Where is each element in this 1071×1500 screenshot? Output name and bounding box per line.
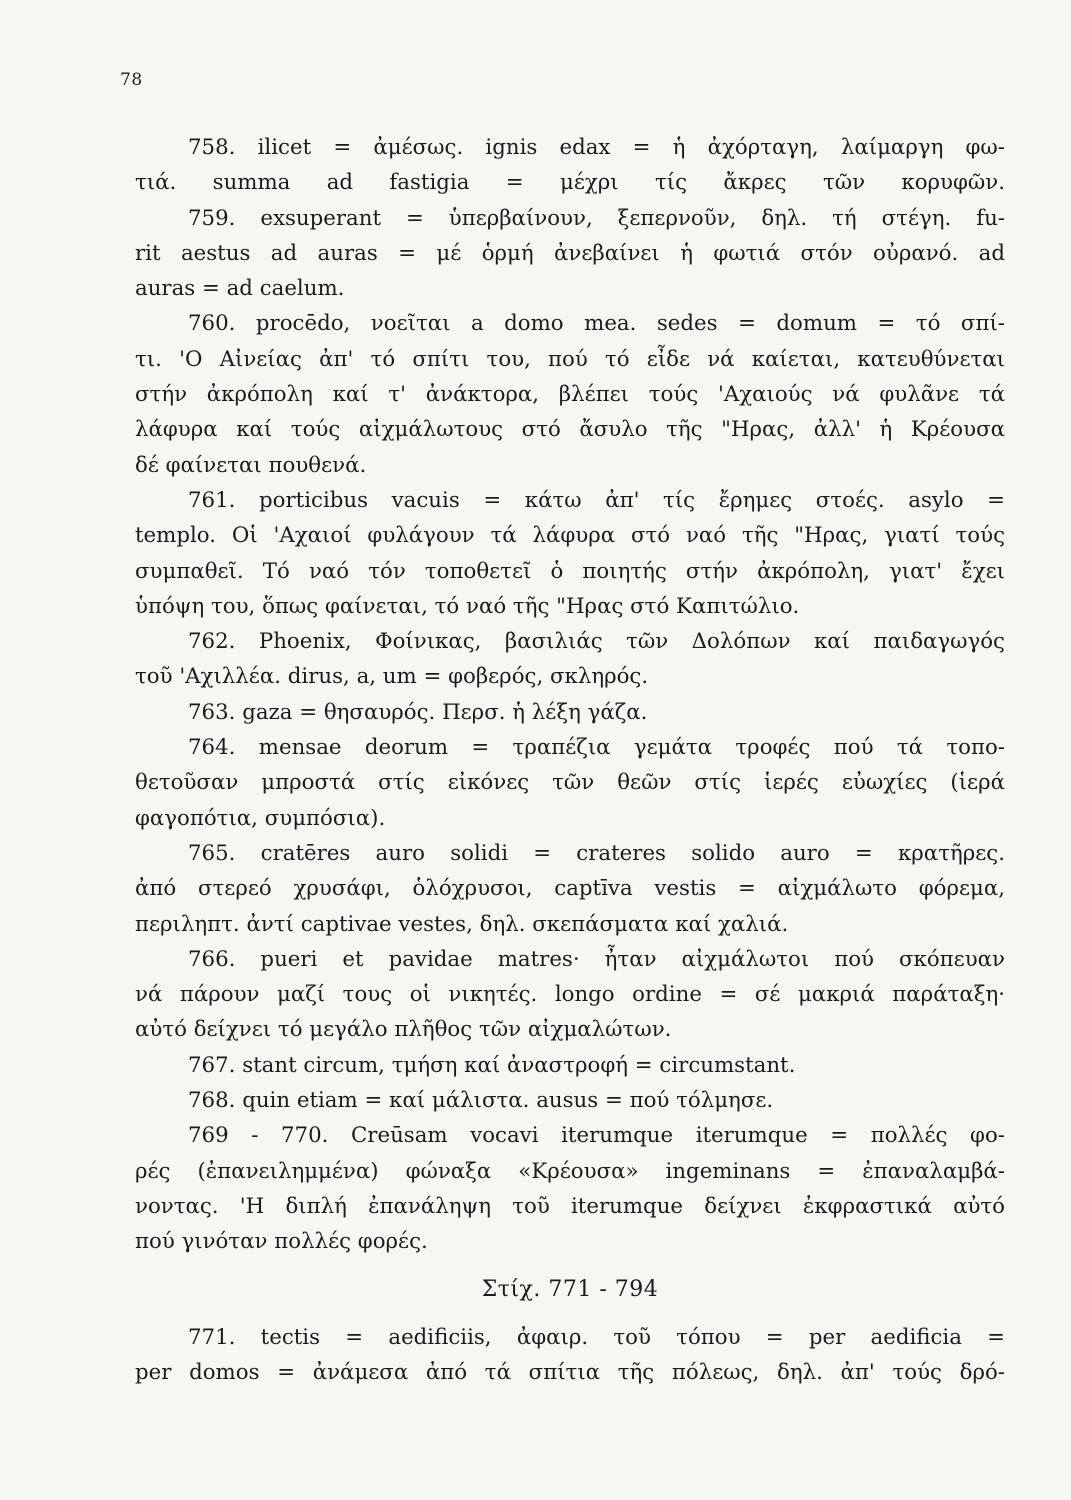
text-line: 767. stant circum, τμήση καί ἀναστροφή = circumstant. [188,1052,796,1078]
section-heading: Στίχ. 771 - 794 [481,1276,659,1302]
text-line: στήν ἀκρόπολη καί τ' ἀνάκτορα, βλέπει τούς 'Αχαιούς νά φυλᾶνε τά [135,382,1005,408]
text-line: 768. quin etiam = καί μάλιστα. ausus = πού τόλμησε. [188,1088,774,1114]
text-line: 766. pueri et pavidae matres· ἦταν αἰχμάλωτοι πού σκόπευαν [188,946,1005,972]
text-line: τι. 'Ο Αἰνείας ἀπ' τό σπίτι του, πού τό εἶδε νά καίεται, κατευθύνεται [135,346,1005,372]
text-line: rit aestus ad auras = μέ ὁρμή ἀνεβαίνει ἡ φωτιά στόν οὐρανό. ad [135,240,1005,266]
text-line: θετοῦσαν μπροστά στίς εἰκόνες τῶν θεῶν στίς ἱερές εὐωχίες (ἱερά [135,770,1005,796]
text-line: auras = ad caelum. [135,276,345,302]
text-line: περιληπτ. ἀντί captivae vestes, δηλ. σκεπάσματα καί χαλιά. [135,911,789,937]
text-line: λάφυρα καί τούς αἰχμάλωτους στό ἄσυλο τῆς "Ηρας, ἀλλ' ἡ Κρέουσα [135,417,1005,443]
text-line: ὑπόψη του, ὅπως φαίνεται, τό ναό τῆς "Ηρας στό Καπιτώλιο. [135,593,800,619]
text-line: 763. gaza = θησαυρός. Περσ. ἡ λέξη γάζα. [188,699,648,725]
text-line: 760. procēdo, νοεῖται a domo mea. sedes = domum = τό σπί- [188,311,1005,337]
text-line: ρές (ἐπανειλημμένα) φώναξα «Κρέουσα» ingeminans = ἐπαναλαμβά- [135,1158,1005,1184]
text-line: 759. exsuperant = ὑπερβαίνουν, ξεπερνοῦν, δηλ. τή στέγη. fu- [188,205,1005,231]
text-line: φαγοπότια, συμπόσια). [135,805,386,831]
text-line: 765. cratēres auro solidi = crateres solido auro = κρατῆρες. [188,840,1005,866]
text-line: ἀπό στερεό χρυσάφι, ὁλόχρυσοι, captīva vestis = αἰχμάλωτο φόρεμα, [135,876,1005,902]
text-line: αὐτό δείχνει τό μεγάλο πλῆθος τῶν αἰχμαλώτων. [135,1017,672,1043]
page-number: 78 [120,70,143,90]
text-line: συμπαθεῖ. Τό ναό τόν τοποθετεῖ ὁ ποιητής στήν ἀκρόπολη, γιατ' ἔχει [135,558,1005,584]
text-line: 764. mensae deorum = τραπέζια γεμάτα τροφές πού τά τοπο- [188,735,1005,761]
text-line: per domos = ἀνάμεσα ἀπό τά σπίτια τῆς πόλεως, δηλ. ἀπ' τούς δρό- [135,1359,1005,1385]
text-line: νά πάρουν μαζί τους οἱ νικητές. longo ordine = σέ μακριά παράταξη· [135,982,1005,1008]
text-line: πού γινόταν πολλές φορές. [135,1229,428,1255]
text-line: τοῦ 'Αχιλλέα. dirus, a, um = φοβερός, σκληρός. [135,664,649,690]
text-line: νοντας. 'Η διπλή ἐπανάληψη τοῦ iterumque δείχνει ἐκφραστικά αὐτό [135,1193,1005,1219]
text-line: 771. tectis = aedificiis, ἀφαιρ. τοῦ τόπου = per aedificia = [188,1324,1005,1350]
main-text [135,130,1005,1390]
text-line: δέ φαίνεται πουθενά. [135,452,367,478]
text-line: 762. Phoenix, Φοίνικας, βασιλιάς τῶν Δολόπων καί παιδαγωγός [188,629,1005,655]
text-line: 769 - 770. Creūsam vocavi iterumque iterumque = πολλές φο- [188,1123,1005,1149]
text-line: τιά. summa ad fastigia = μέχρι τίς ἄκρες τῶν κορυφῶν. [135,170,1005,196]
text-line: 758. ilicet = ἀμέσως. ignis edax = ἡ ἀχόρταγη, λαίμαργη φω- [188,135,1005,160]
text-line: templo. Οἱ 'Αχαιοί φυλάγουν τά λάφυρα στό ναό τῆς "Ηρας, γιατί τούς [135,523,1005,549]
text-line: 761. porticibus vacuis = κάτω ἀπ' τίς ἔρημες στοές. asylo = [188,487,1005,513]
